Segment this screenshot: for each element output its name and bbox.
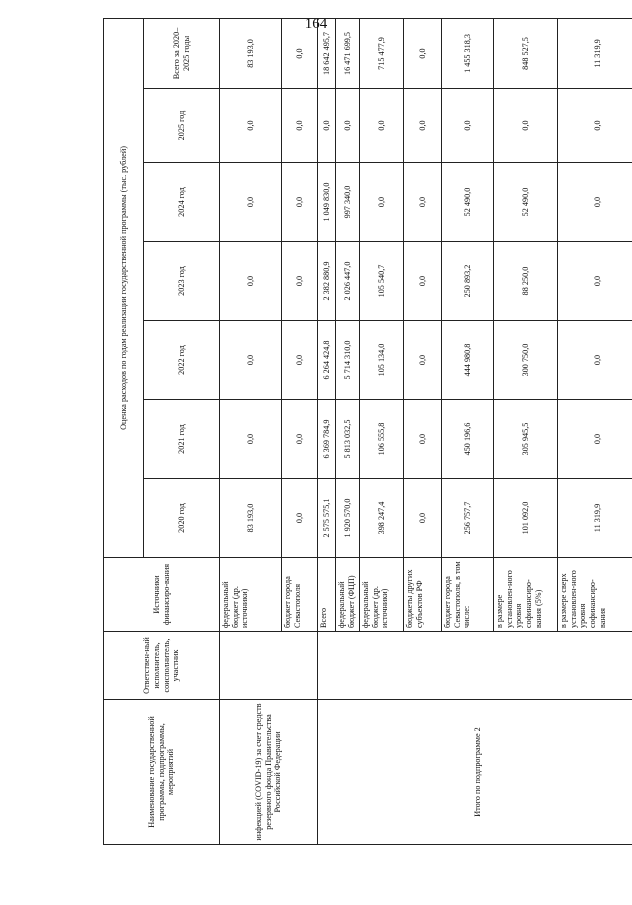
- header-year-2025: 2025 год: [144, 89, 220, 163]
- cell-value: 0,0: [220, 400, 282, 479]
- cell-value: 16 471 699,5: [336, 18, 360, 88]
- cell-value: 848 527,5: [494, 18, 558, 88]
- block2-responsible: [318, 632, 632, 700]
- cell-value: 444 980,8: [442, 321, 494, 400]
- row-source: бюджеты других субъектов РФ: [404, 558, 442, 632]
- cell-value: 83 193,0: [220, 18, 282, 88]
- header-year-2022: 2022 год: [144, 321, 220, 400]
- cell-value: 0,0: [282, 400, 318, 479]
- cell-value: 0,0: [220, 321, 282, 400]
- cell-value: 52 490,0: [442, 163, 494, 242]
- cell-value: 0,0: [220, 163, 282, 242]
- row-source: Всего: [318, 558, 336, 632]
- cell-value: 0,0: [558, 242, 632, 321]
- cell-value: 0,0: [282, 89, 318, 163]
- header-estimate: Оценка расходов по годам реализации государственной программы (тыс. рублей): [104, 18, 144, 557]
- cell-value: 0,0: [220, 89, 282, 163]
- cell-value: 18 642 495,7: [318, 18, 336, 88]
- cell-value: 0,0: [404, 400, 442, 479]
- cell-value: 0,0: [220, 242, 282, 321]
- cell-value: 1 920 570,0: [336, 479, 360, 558]
- cell-value: 0,0: [282, 242, 318, 321]
- cell-value: 0,0: [442, 89, 494, 163]
- cell-value: 997 340,0: [336, 163, 360, 242]
- block1-responsible: [220, 632, 318, 700]
- cell-value: 0,0: [404, 163, 442, 242]
- cell-value: 11 319,9: [558, 18, 632, 88]
- cell-value: 0,0: [360, 89, 404, 163]
- cell-value: 0,0: [282, 321, 318, 400]
- cell-value: 0,0: [282, 479, 318, 558]
- header-name: Наименование государственной программы, подпрограммы, мероприятий: [104, 700, 220, 845]
- cell-value: 105 134,0: [360, 321, 404, 400]
- block1-name: инфекцией (COVID-19) за счет средств резервного фонда Правительства Российской Федерации: [220, 700, 318, 845]
- cell-value: 0,0: [282, 163, 318, 242]
- cell-value: 6 369 784,9: [318, 400, 336, 479]
- cell-value: 106 555,8: [360, 400, 404, 479]
- page-number: 164: [304, 16, 328, 32]
- block2-name: Итого по подпрограмме 2: [318, 700, 632, 845]
- cell-value: 256 757,7: [442, 479, 494, 558]
- cell-value: 88 250,0: [494, 242, 558, 321]
- cell-value: 0,0: [318, 89, 336, 163]
- rotated-table-container: [103, 27, 632, 845]
- cell-value: 305 945,5: [494, 400, 558, 479]
- cell-value: 101 092,0: [494, 479, 558, 558]
- row-source: федеральный бюджет (ФЦП): [336, 558, 360, 632]
- cell-value: 0,0: [404, 242, 442, 321]
- header-total: Всего за 2020–2025 годы: [144, 18, 220, 88]
- cell-value: 6 264 424,8: [318, 321, 336, 400]
- cell-value: 105 540,7: [360, 242, 404, 321]
- row-source: федеральный бюджет (др. источники): [360, 558, 404, 632]
- cell-value: 250 893,2: [442, 242, 494, 321]
- cell-value: 1 455 318,3: [442, 18, 494, 88]
- cell-value: 5 813 032,5: [336, 400, 360, 479]
- cell-value: 0,0: [404, 321, 442, 400]
- cell-value: 2 575 575,1: [318, 479, 336, 558]
- cell-value: 0,0: [494, 89, 558, 163]
- financing-table: [103, 18, 632, 845]
- header-year-2024: 2024 год: [144, 163, 220, 242]
- header-year-2020: 2020 год: [144, 479, 220, 558]
- cell-value: 0,0: [558, 89, 632, 163]
- cell-value: 2 026 447,0: [336, 242, 360, 321]
- cell-value: 1 049 830,0: [318, 163, 336, 242]
- cell-value: 5 714 310,0: [336, 321, 360, 400]
- cell-value: 0,0: [404, 18, 442, 88]
- cell-value: 52 490,0: [494, 163, 558, 242]
- cell-value: 83 193,0: [220, 479, 282, 558]
- table-row: [220, 18, 282, 844]
- cell-value: 0,0: [360, 163, 404, 242]
- cell-value: 0,0: [558, 321, 632, 400]
- table-row: [318, 18, 336, 844]
- cell-value: 0,0: [404, 89, 442, 163]
- row-source: в размере сверх установлен-ного уровня софинансиро-вания: [558, 558, 632, 632]
- cell-value: 398 247,4: [360, 479, 404, 558]
- header-sources: Источники финансиро-вания: [104, 558, 220, 632]
- header-year-2021: 2021 год: [144, 400, 220, 479]
- cell-value: 0,0: [282, 18, 318, 88]
- header-responsible: Ответствен-ный исполнитель, соисполнитель, участник: [104, 632, 220, 700]
- cell-value: 450 196,6: [442, 400, 494, 479]
- cell-value: 0,0: [558, 163, 632, 242]
- cell-value: 0,0: [404, 479, 442, 558]
- cell-value: 300 750,0: [494, 321, 558, 400]
- cell-value: 0,0: [558, 400, 632, 479]
- cell-value: 11 319,9: [558, 479, 632, 558]
- cell-value: 715 477,9: [360, 18, 404, 88]
- cell-value: 2 382 880,9: [318, 242, 336, 321]
- row-source: бюджет города Севастополя: [282, 558, 318, 632]
- row-source: в размере установлен-ного уровня софинансиро-вания (5%): [494, 558, 558, 632]
- cell-value: 0,0: [336, 89, 360, 163]
- header-year-2023: 2023 год: [144, 242, 220, 321]
- row-source: федеральный бюджет (др. источники): [220, 558, 282, 632]
- row-source: бюджет города Севастополя, в том числе:: [442, 558, 494, 632]
